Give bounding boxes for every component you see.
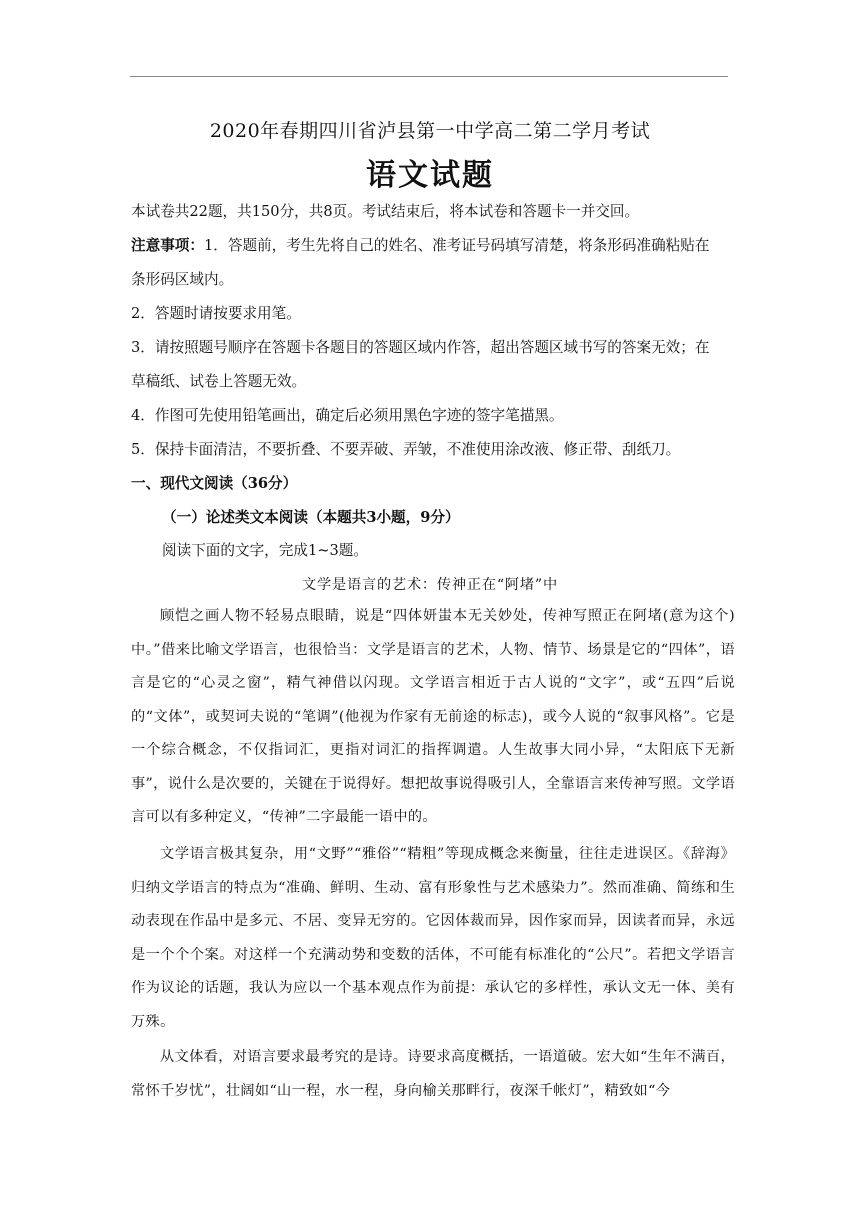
notes-item-1-text: 1．答题前，考生先将自己的姓名、准考证号码填写清楚，将条形码准确粘贴在 [203, 237, 710, 254]
subject-title: 语文试题 [366, 158, 494, 193]
essay-title: 文学是语言的艺术：传神正在“阿堵”中 [302, 577, 558, 593]
essay-paragraph-1: 顾恺之画人物不轻易点眼睛，说是“四体妍蚩本无关妙处，传神写照正在阿堵(意为这个)中。”借来比喻文学语言，也很恰当：文学是语言的艺术，人物、情节、场景是它的“四体”，语言是它的“心灵之窗”，精气神借以闪现。文学语言相近于古人说的“文字”，或“五四”后说的“文体”，或契诃夫说的“笔调”(他视为作家有无前途的标志)，或今人说的“叙事风格”。它是一个综合概念，不仅指词汇，更指对词汇的指挥调遣。人生故事大同小异，“太阳底下无新事”，说什么是次要的，关键在于说得好。想把故事说得吸引人，全靠语言来传神写照。文学语言可以有多种定义，“传神”二字最能一语中的。 [131, 608, 735, 825]
notes-item-5: 5．保持卡面清洁，不要折叠、不要弄破、弄皱，不准使用涂改液、修正带、刮纸刀。 [131, 441, 681, 458]
notes-item-1-line-2: 条形码区域内。 [131, 271, 234, 288]
essay-paragraph-3: 从文体看，对语言要求最考究的是诗。诗要求高度概括，一语道破。宏大如“生年不满百，常怀千岁忧”，壮阔如“山一程，水一程，身向榆关那畔行，夜深千帐灯”，精致如“今 [131, 1049, 735, 1099]
essay-paragraph-2: 文学语言极其复杂，用“文野”“雅俗”“精粗”等现成概念来衡量，往往走进误区。《辞海》归纳文学语言的特点为“准确、鲜明、生动、富有形象性与艺术感染力”。然而准确、简练和生动表现在作品中是多元、不居、变异无穷的。它因体裁而异，因作家而异，因读者而异，永远是一个个个案。对这样一个充满动势和变数的活体，不可能有标准化的“公尺”。若把文学语言作为议论的话题，我认为应以一个基本观点作为前提：承认它的多样性，承认文无一体、美有万殊。 [131, 846, 735, 1030]
notes-item-2: 2．答题时请按要求用笔。 [131, 305, 301, 322]
notes-item-3-line-1: 3．请按照题号顺序在答题卡各题目的答题区域内作答，超出答题区域书写的答案无效；在 [131, 339, 710, 356]
notes-item-1-line-1 [131, 236, 733, 256]
notes-item-3-line-2: 草稿纸、试卷上答题无效。 [131, 373, 307, 390]
exam-intro: 本试卷共22题，共150分，共8页。考试结束后，将本试卷和答题卡一并交回。 [131, 203, 640, 220]
notes-item-4: 4．作图可先使用铅笔画出，确定后必须用黑色字迹的签字笔描黑。 [131, 407, 564, 424]
exam-title: 2020年春期四川省泸县第一中学高二第二学月考试 [209, 120, 651, 142]
notes-label: 注意事项： [131, 237, 204, 254]
reading-instruction: 阅读下面的文字，完成1~3题。 [162, 542, 368, 559]
section-subheading: （一）论述类文本阅读（本题共3小题，9分） [162, 509, 460, 526]
header-rule [130, 76, 728, 77]
section-heading: 一、现代文阅读（36分） [131, 475, 298, 492]
